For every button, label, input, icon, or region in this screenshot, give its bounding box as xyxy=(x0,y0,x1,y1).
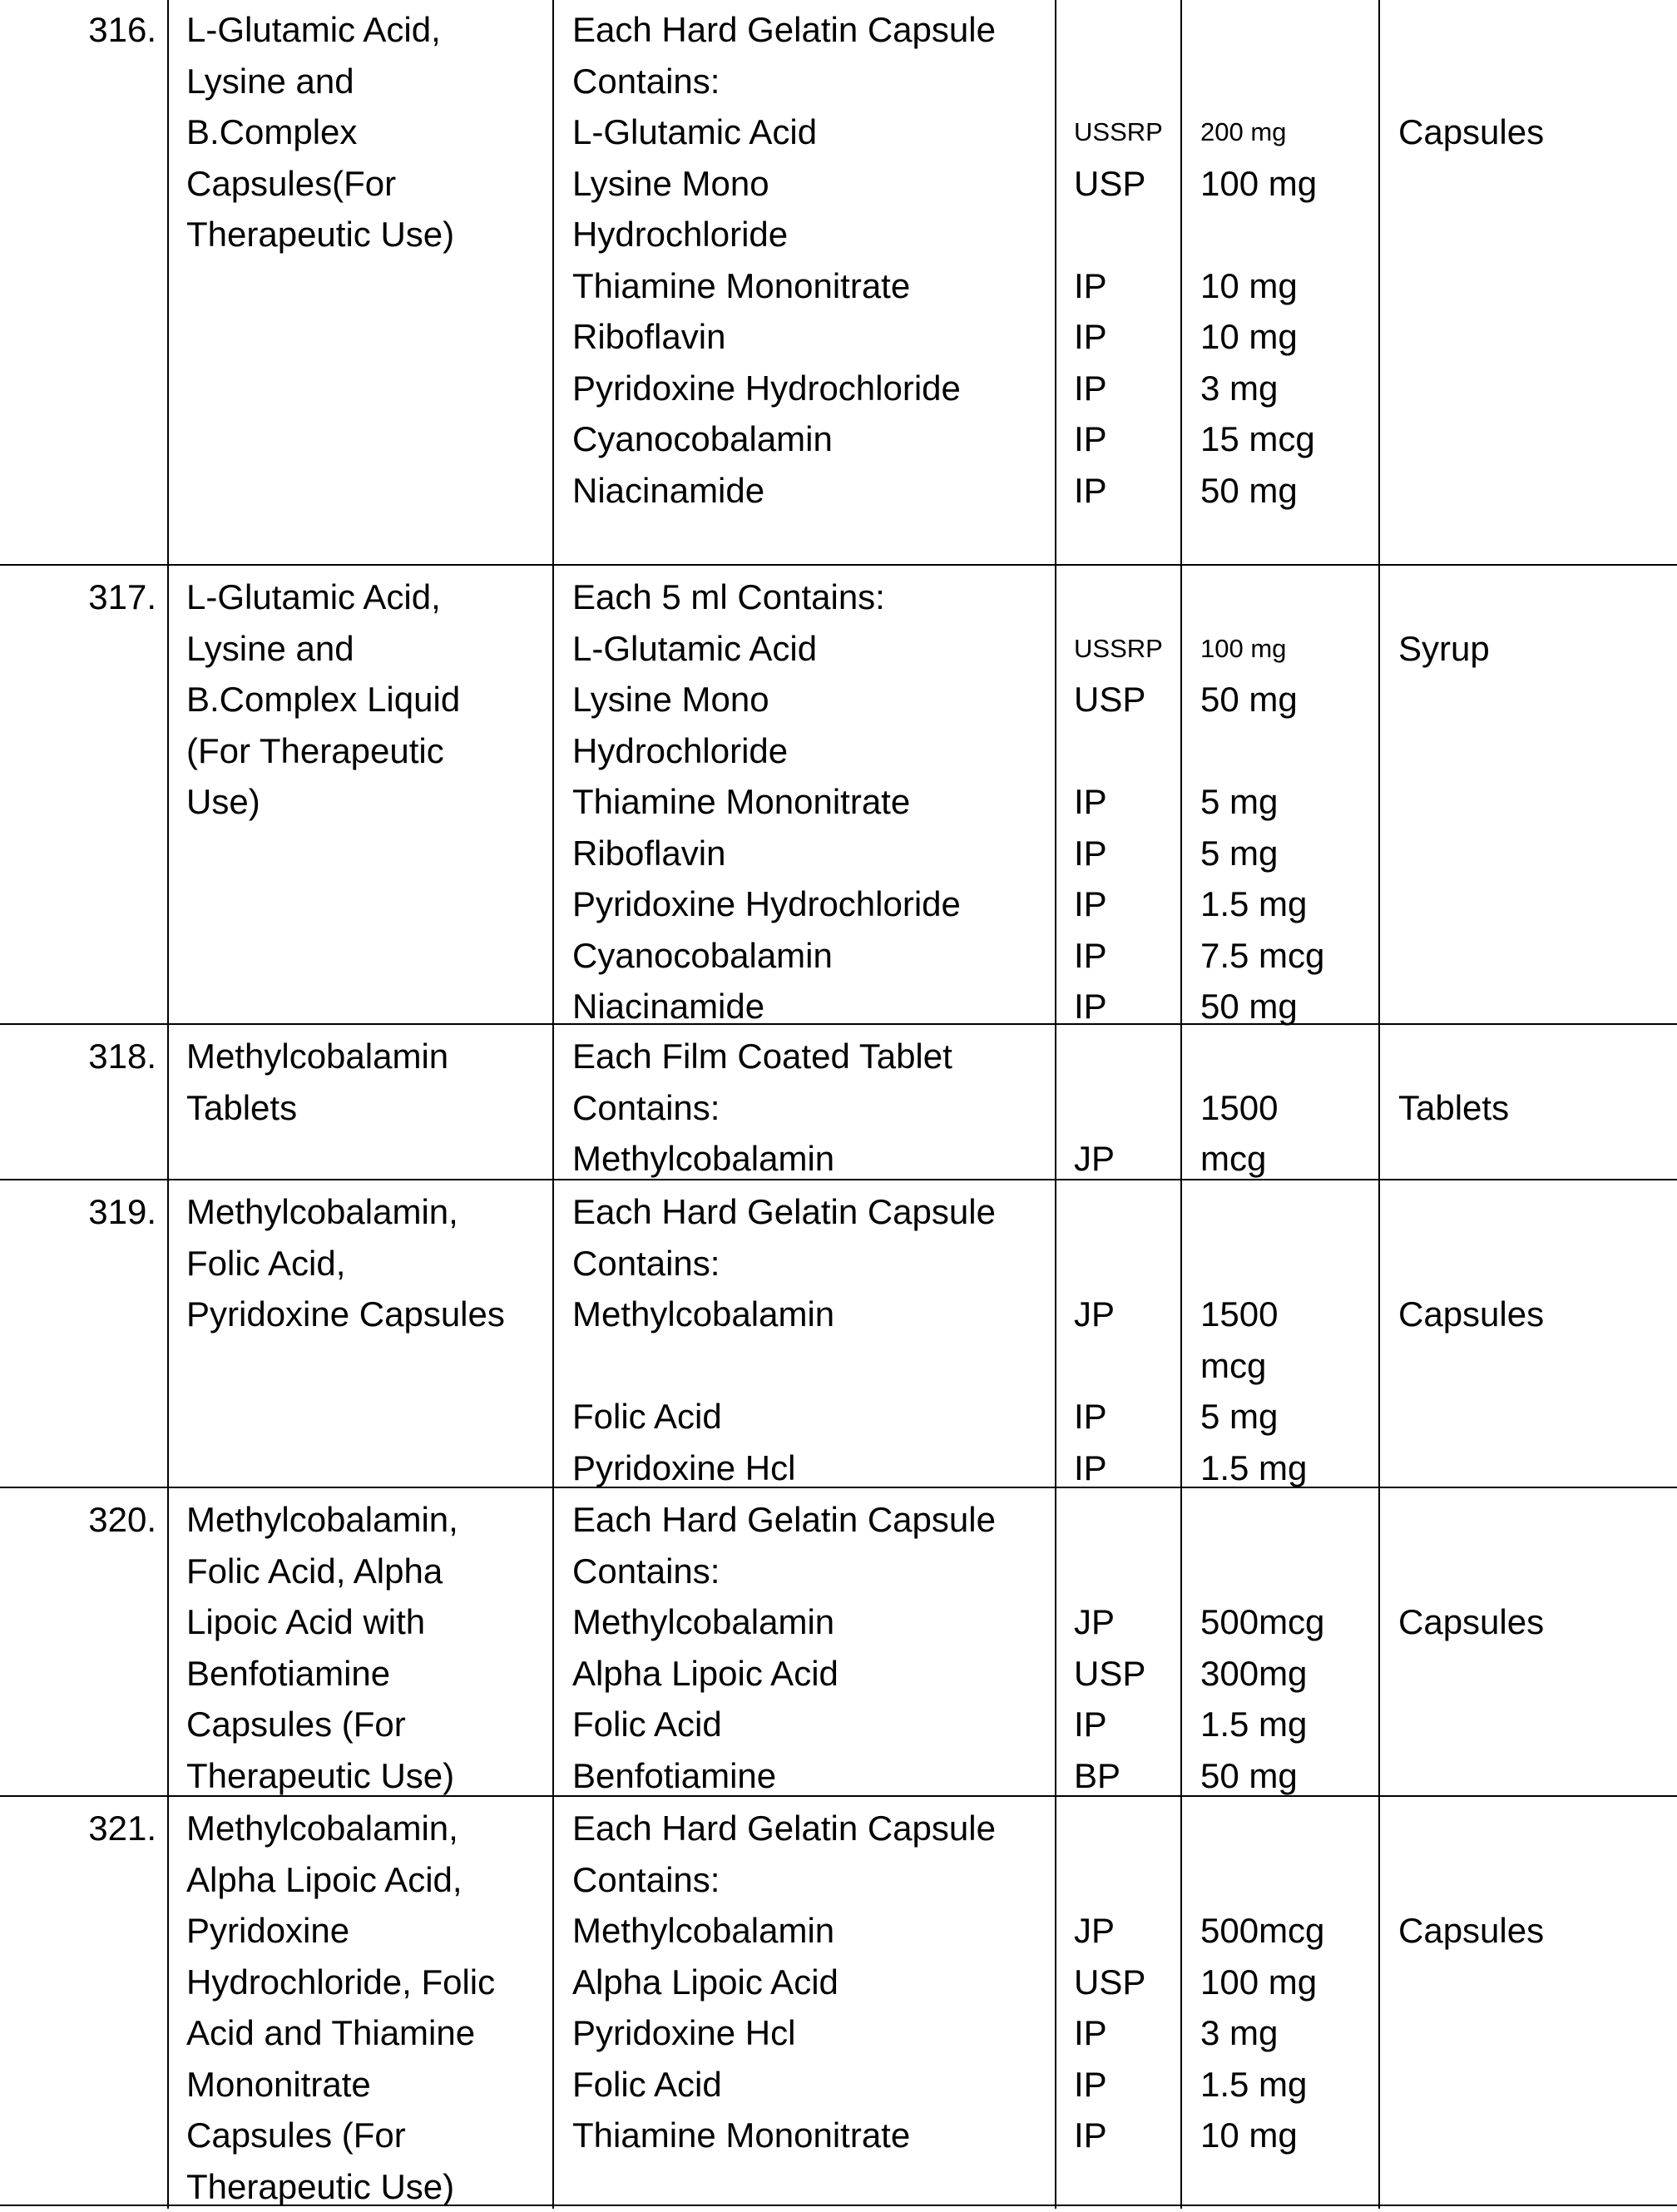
composition-line: Niacinamide xyxy=(572,465,1055,517)
strength xyxy=(1200,1801,1375,2161)
composition-line: Each Hard Gelatin Capsule xyxy=(572,1186,1055,1238)
pharmacopoeia-standard-line xyxy=(1074,1082,1182,1134)
product-name-line: Mononitrate xyxy=(186,2059,544,2111)
product-name-line: Lipoic Acid with xyxy=(186,1596,544,1648)
serial-number xyxy=(0,1185,156,1238)
pharmacopoeia-standard-line: IP xyxy=(1074,981,1182,1032)
product-name-line: Pyridoxine xyxy=(186,1905,544,1957)
composition-line: Pyridoxine Hydrochloride xyxy=(572,363,1055,414)
product-name-line: Therapeutic Use) xyxy=(186,209,544,260)
pharmacopoeia-standard-line: BP xyxy=(1074,1750,1182,1802)
product-name xyxy=(186,1185,544,1340)
pharmacopoeia-standard-line xyxy=(1074,725,1182,777)
serial-number-text: 320. xyxy=(0,1494,156,1546)
serial-number-text: 321. xyxy=(0,1803,156,1854)
table-border-composition-column xyxy=(1055,0,1056,2209)
pharmacopoeia-standard-line: USP xyxy=(1074,1957,1182,2008)
composition-line: Contains: xyxy=(572,56,1055,107)
product-name-line: (For Therapeutic xyxy=(186,725,544,777)
strength-line: 50 mg xyxy=(1200,1750,1375,1802)
pharmacopoeia-standard-line: IP xyxy=(1074,260,1182,312)
composition-line: Pyridoxine Hcl xyxy=(572,2007,1055,2059)
composition-line: Folic Acid xyxy=(572,2059,1055,2111)
composition-line: Each Film Coated Tablet xyxy=(572,1031,1055,1082)
composition-line: Thiamine Mononitrate xyxy=(572,776,1055,828)
composition xyxy=(572,1185,1055,1493)
product-name-line: Benfotiamine xyxy=(186,1648,544,1700)
pharmacopoeia-standard-line xyxy=(1074,1238,1182,1289)
composition-line: Folic Acid xyxy=(572,1699,1055,1750)
composition-line: Contains: xyxy=(572,1238,1055,1289)
table-border-name-column xyxy=(552,0,554,2209)
strength-line: 100 mg xyxy=(1200,158,1375,210)
strength-line: 100 mg xyxy=(1200,1957,1375,2008)
composition xyxy=(572,570,1055,1032)
dosage-form-line xyxy=(1398,1238,1665,1289)
strength-line xyxy=(1200,725,1375,777)
pharmacopoeia-standard-line: USSRP xyxy=(1074,106,1182,158)
pharmacopoeia-standard-line: USSRP xyxy=(1074,623,1182,675)
pharmacopoeia-standard-line xyxy=(1074,1546,1182,1597)
product-name-line: L-Glutamic Acid, xyxy=(186,4,544,56)
pharmacopoeia-standard-line: IP xyxy=(1074,930,1182,982)
composition-line: Pyridoxine Hcl xyxy=(572,1443,1055,1494)
serial-number xyxy=(0,1029,156,1082)
row-divider xyxy=(0,564,1677,566)
dosage-form-line: Tablets xyxy=(1398,1082,1665,1134)
composition-line: L-Glutamic Acid xyxy=(572,106,1055,158)
pharmacopoeia-standard-line xyxy=(1074,56,1182,107)
pharmacopoeia-standard-line: IP xyxy=(1074,2059,1182,2111)
strength-line: 10 mg xyxy=(1200,260,1375,312)
table-border-strength-column xyxy=(1378,0,1380,2209)
serial-number-text: 318. xyxy=(0,1031,156,1082)
strength xyxy=(1200,1185,1375,1493)
strength-line: 300mg xyxy=(1200,1648,1375,1700)
dosage-form xyxy=(1398,1492,1665,1648)
strength-line: 50 mg xyxy=(1200,465,1375,517)
strength-line: 500mcg xyxy=(1200,1905,1375,1957)
product-name-line: Lysine and xyxy=(186,623,544,675)
dosage-form-line xyxy=(1398,4,1665,56)
composition-line: Lysine Mono xyxy=(572,674,1055,725)
strength-line: 1.5 mg xyxy=(1200,2059,1375,2111)
dosage-form-line: Syrup xyxy=(1398,623,1665,675)
dosage-form xyxy=(1398,1029,1665,1133)
composition-line: Each Hard Gelatin Capsule xyxy=(572,1803,1055,1854)
serial-number xyxy=(0,1801,156,1854)
pharmacopoeia-standard-line: IP xyxy=(1074,1391,1182,1443)
pharmacopoeia-standard-line: IP xyxy=(1074,2110,1182,2161)
strength xyxy=(1200,570,1375,1032)
product-name-line: Methylcobalamin xyxy=(186,1031,544,1082)
pharmacopoeia-standard-line: IP xyxy=(1074,363,1182,414)
strength-line: 15 mcg xyxy=(1200,413,1375,465)
product-name-line: Alpha Lipoic Acid, xyxy=(186,1854,544,1906)
pharmacopoeia-standard-line xyxy=(1074,1803,1182,1854)
composition-line: Hydrochloride xyxy=(572,209,1055,260)
pharmacopoeia-standard-line: IP xyxy=(1074,311,1182,363)
strength-line: 10 mg xyxy=(1200,2110,1375,2161)
product-name-line: B.Complex Liquid xyxy=(186,674,544,725)
dosage-form-line xyxy=(1398,56,1665,107)
pharmacopoeia-standard xyxy=(1074,570,1182,1032)
strength-line: 3 mg xyxy=(1200,2007,1375,2059)
composition-line: Niacinamide xyxy=(572,981,1055,1032)
strength-line: 1.5 mg xyxy=(1200,1443,1375,1494)
product-name-line: Methylcobalamin, xyxy=(186,1494,544,1546)
product-name-line: Pyridoxine Capsules xyxy=(186,1289,544,1340)
composition-line: Hydrochloride xyxy=(572,725,1055,777)
product-name xyxy=(186,1492,544,1801)
composition-line: Pyridoxine Hydrochloride xyxy=(572,878,1055,930)
composition-line: Lysine Mono xyxy=(572,158,1055,210)
pharmacopoeia-standard-line xyxy=(1074,209,1182,260)
dosage-form-line xyxy=(1398,1186,1665,1238)
strength-line xyxy=(1200,1803,1375,1854)
composition-line: Each Hard Gelatin Capsule xyxy=(572,1494,1055,1546)
dosage-form-line xyxy=(1398,1546,1665,1597)
dosage-form-line xyxy=(1398,1854,1665,1906)
pharmacopoeia-standard-line: IP xyxy=(1074,828,1182,879)
product-name xyxy=(186,570,544,828)
product-name xyxy=(186,1801,544,2212)
composition-line: Alpha Lipoic Acid xyxy=(572,1648,1055,1700)
product-name-line: Capsules(For xyxy=(186,158,544,210)
pharmacopoeia-standard-line: JP xyxy=(1074,1133,1182,1185)
product-name-line: Folic Acid, xyxy=(186,1238,544,1289)
dosage-form xyxy=(1398,1801,1665,1957)
serial-number-text: 316. xyxy=(0,4,156,56)
serial-number-text: 317. xyxy=(0,572,156,623)
strength-line xyxy=(1200,1238,1375,1289)
strength-line xyxy=(1200,1854,1375,1906)
serial-number xyxy=(0,570,156,623)
composition-line: Riboflavin xyxy=(572,828,1055,879)
composition xyxy=(572,1029,1055,1185)
strength-line: 7.5 mcg xyxy=(1200,930,1375,982)
pharmacopoeia-standard-line: JP xyxy=(1074,1289,1182,1340)
composition xyxy=(572,1801,1055,2161)
serial-number-text: 319. xyxy=(0,1186,156,1238)
product-name xyxy=(186,2,544,260)
pharmacopoeia-standard-line xyxy=(1074,1031,1182,1082)
strength-line: 500mcg xyxy=(1200,1596,1375,1648)
strength-line: 200 mg xyxy=(1200,106,1375,158)
product-name-line: Capsules (For xyxy=(186,2110,544,2161)
dosage-form-line: Capsules xyxy=(1398,106,1665,158)
composition-line: Cyanocobalamin xyxy=(572,930,1055,982)
composition-line: Contains: xyxy=(572,1082,1055,1134)
strength-line: 50 mg xyxy=(1200,674,1375,725)
product-name-line: Lysine and xyxy=(186,56,544,107)
pharmacopoeia-standard-line xyxy=(1074,1854,1182,1906)
pharmacopoeia-standard xyxy=(1074,2,1182,516)
strength-line: 3 mg xyxy=(1200,363,1375,414)
composition-line: Alpha Lipoic Acid xyxy=(572,1957,1055,2008)
pharmacopoeia-standard-line: IP xyxy=(1074,2007,1182,2059)
pharmacopoeia-standard-line: IP xyxy=(1074,1699,1182,1750)
composition-line: Methylcobalamin xyxy=(572,1133,1055,1185)
strength xyxy=(1200,2,1375,516)
pharmacopoeia-standard-line: USP xyxy=(1074,1648,1182,1700)
product-name-line: Acid and Thiamine xyxy=(186,2007,544,2059)
product-name-line: Methylcobalamin, xyxy=(186,1803,544,1854)
pharmacopoeia-standard-line xyxy=(1074,1494,1182,1546)
product-name-line: Therapeutic Use) xyxy=(186,2161,544,2212)
product-name-line: Folic Acid, Alpha xyxy=(186,1546,544,1597)
strength-line: 10 mg xyxy=(1200,311,1375,363)
product-name xyxy=(186,1029,544,1133)
composition-line: Methylcobalamin xyxy=(572,1905,1055,1957)
serial-number xyxy=(0,1492,156,1546)
product-name-line: L-Glutamic Acid, xyxy=(186,572,544,623)
composition xyxy=(572,2,1055,516)
strength-line: 5 mg xyxy=(1200,776,1375,828)
pharmacopoeia-standard-line: JP xyxy=(1074,1905,1182,1957)
dosage-form xyxy=(1398,1185,1665,1340)
dosage-form-line xyxy=(1398,1803,1665,1854)
product-name-line: Capsules (For xyxy=(186,1699,544,1750)
composition-line: Each Hard Gelatin Capsule xyxy=(572,4,1055,56)
pharmacopoeia-standard-line xyxy=(1074,572,1182,623)
strength-line xyxy=(1200,1546,1375,1597)
strength-line xyxy=(1200,1494,1375,1546)
product-name-line: Methylcobalamin, xyxy=(186,1186,544,1238)
pharmacopoeia-standard-line: JP xyxy=(1074,1596,1182,1648)
pharmacopoeia-standard xyxy=(1074,1801,1182,2161)
composition-line: Thiamine Mononitrate xyxy=(572,2110,1055,2161)
strength-line xyxy=(1200,209,1375,260)
dosage-form xyxy=(1398,2,1665,158)
pharmacopoeia-standard-line xyxy=(1074,1186,1182,1238)
pharmacopoeia-standard-line: IP xyxy=(1074,776,1182,828)
strength xyxy=(1200,1492,1375,1801)
strength-line: 1.5 mg xyxy=(1200,878,1375,930)
pharmacopoeia-standard xyxy=(1074,1492,1182,1801)
strength-line: 1.5 mg xyxy=(1200,1699,1375,1750)
composition-line: Methylcobalamin xyxy=(572,1289,1055,1340)
composition-line: Contains: xyxy=(572,1546,1055,1597)
strength-line xyxy=(1200,56,1375,107)
dosage-form xyxy=(1398,570,1665,674)
dosage-form-line: Capsules xyxy=(1398,1905,1665,1957)
dosage-form-line xyxy=(1398,1031,1665,1082)
composition-line: Each 5 ml Contains: xyxy=(572,572,1055,623)
strength xyxy=(1200,1029,1375,1185)
pharmacopoeia-standard-line xyxy=(1074,4,1182,56)
product-name-line: B.Complex xyxy=(186,106,544,158)
composition-line xyxy=(572,1340,1055,1392)
strength-line: mcg xyxy=(1200,1133,1375,1185)
composition-line: Riboflavin xyxy=(572,311,1055,363)
dosage-form-line xyxy=(1398,1494,1665,1546)
composition-line: Folic Acid xyxy=(572,1391,1055,1443)
strength-line: 100 mg xyxy=(1200,623,1375,675)
pharmacopoeia-standard xyxy=(1074,1029,1182,1185)
strength-line: mcg xyxy=(1200,1340,1375,1392)
product-name-line: Therapeutic Use) xyxy=(186,1750,544,1802)
strength-line xyxy=(1200,1186,1375,1238)
table-border-left-column xyxy=(167,0,169,2209)
pharmacopoeia-standard-line: USP xyxy=(1074,674,1182,725)
strength-line: 1500 xyxy=(1200,1289,1375,1340)
dosage-form-line: Capsules xyxy=(1398,1596,1665,1648)
strength-line xyxy=(1200,572,1375,623)
strength-line: 5 mg xyxy=(1200,1391,1375,1443)
strength-line: 1500 xyxy=(1200,1082,1375,1134)
composition-line: L-Glutamic Acid xyxy=(572,623,1055,675)
dosage-form-line: Capsules xyxy=(1398,1289,1665,1340)
pharmacopoeia-standard-line xyxy=(1074,1340,1182,1392)
pharmacopoeia-standard-line: IP xyxy=(1074,413,1182,465)
composition-line: Cyanocobalamin xyxy=(572,413,1055,465)
strength-line xyxy=(1200,4,1375,56)
pharmacopoeia-standard-line: IP xyxy=(1074,1443,1182,1494)
strength-line: 50 mg xyxy=(1200,981,1375,1032)
dosage-form-line xyxy=(1398,572,1665,623)
composition-line: Contains: xyxy=(572,1854,1055,1906)
composition-line: Methylcobalamin xyxy=(572,1596,1055,1648)
product-name-line: Use) xyxy=(186,776,544,828)
product-name-line: Hydrochloride, Folic xyxy=(186,1957,544,2008)
pharmacopoeia-standard-line: USP xyxy=(1074,158,1182,210)
composition-line: Benfotiamine xyxy=(572,1750,1055,1802)
strength-line xyxy=(1200,1031,1375,1082)
strength-line: 5 mg xyxy=(1200,828,1375,879)
product-name-line: Tablets xyxy=(186,1082,544,1134)
pharmacopoeia-standard-line: IP xyxy=(1074,878,1182,930)
pharmacopoeia-standard-line: IP xyxy=(1074,465,1182,517)
serial-number xyxy=(0,2,156,56)
composition xyxy=(572,1492,1055,1801)
pharmacopoeia-standard xyxy=(1074,1185,1182,1493)
composition-line: Thiamine Mononitrate xyxy=(572,260,1055,312)
